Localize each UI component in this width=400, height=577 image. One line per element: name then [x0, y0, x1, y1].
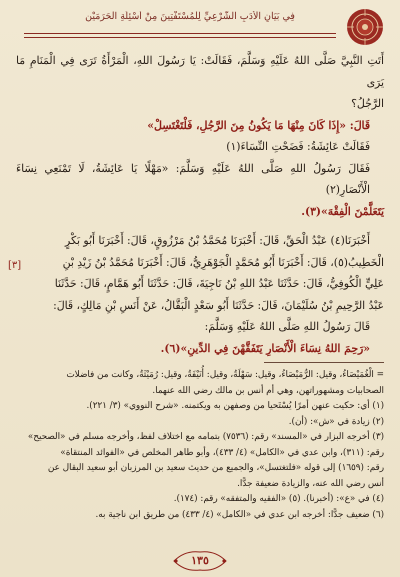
footnote-line: (٣) أخرجه البزار في «المسند» رقم: (٧٥٣٦) بتمامه مع اختلاف لفظ، وأخرجه مسلم في «الصحيح» — [27, 432, 384, 442]
page-number: ١٣٥ — [191, 554, 209, 567]
footnote-separator — [264, 362, 384, 363]
footnote-line: الصحابيات ومشهوراتهن، وهي أم أنس بن مالك رضي الله عنهما. — [152, 385, 384, 396]
text-line: عَبْدُ الرَّحِيمِ بْنُ سُلَيْمَانَ، قَالَ: حَدَّثَنَا أَبُو سَعْدٍ الْبَقَّالُ، عَنْ أَنَسِ بْنِ مَالِكٍ، قَالَ: — [53, 298, 384, 312]
footnote-line: (٢) زيادة في «ش»: (أن). — [288, 416, 384, 427]
footnote-line: رقم: (١٦٥٩) إلى قوله «فلتغتسل»، والجميع من حديث سعيد بن المرزبان أبو سعيد البقال عن — [47, 463, 384, 473]
text-line: فَقَالَ رَسُولُ اللهِ صَلَّى اللهُ عَلَيْهِ وَسَلَّمَ: «مَهْلًا يَا عَائِشَةُ، لَا تَمْنَعِي نِسَاءَ الْأَنْصَارِ(٢) — [16, 161, 370, 196]
header-rule-thin — [24, 37, 336, 38]
floral-ornament-icon — [344, 6, 386, 48]
main-text — [8, 50, 384, 359]
text-line: فَقَالَتْ عَائِشَةُ: فَضَحْتِ النِّسَاءَ(١) — [226, 140, 370, 153]
text-line: أَخْبَرَنَا(٤) عَبْدُ الْحَقِّ، قَالَ: أَخْبَرَنَا مُحَمَّدُ بْنُ مَرْزُوقٍ، قَالَ: أَخْبَرَنَا أَبُو بَكْرٍ — [65, 234, 370, 247]
page-footer — [0, 548, 400, 574]
footnote-line: (٤) في «ع»: (أخبرنا). (٥) «الفقيه والمتفقه» رقم: (١٧٤). — [173, 494, 384, 504]
margin-number: [٣] — [8, 260, 22, 271]
footnote-line: (٦) ضعيف جدًّا: أخرجه ابن عدي في «الكامل» (٤/ ٤٣٣) من طريق ابن ناجية به. — [95, 509, 384, 520]
footnote-line: أنس رضي الله عنه، والزيادة ضعيفة جدًّا. — [237, 478, 384, 489]
text-line: عَلِيٍّ الْكُوفِيُّ، قَالَ: حَدَّثَنَا عَبْدُ اللهِ بْنُ نَاجِيَةَ، قَالَ: حَدَّثَنَا أَبُو هَمَّامٍ، قَالَ: حَدَّثَنَا — [54, 277, 384, 290]
footnote-line: = الْغُمَيْصَاءُ، وقيل: الرُّمَيْصَاءُ، وقيل: سَهْلَةُ، وقيل: أُنَيْفَةُ، وقيل: رُمَيْثَةُ، وكانت من فاضلات — [66, 370, 384, 380]
text-line: أَتَتِ النَّبِيَّ صَلَّى اللهُ عَلَيْهِ وَسَلَّمَ، فَقَالَتْ: يَا رَسُولَ اللهِ، الْمَرْأَةُ تَرَى فِي الْمَنَامِ مَا يَرَى — [16, 54, 384, 89]
text-line: يَتَعَلَّمْنَ الْفِقْهَ»(٣). — [301, 204, 384, 218]
text-line: الرَّجُلُ؟ — [351, 97, 384, 110]
header-rule — [24, 33, 336, 34]
text-line: قَالَ: «إِذَا كَانَ مِنْهَا مَا يَكُونُ مِنَ الرَّجُلِ، فَلْتَغْتَسِلْ» — [147, 118, 370, 132]
footnotes — [16, 368, 384, 523]
text-line: الْخَطِيبُ(٥)، قَالَ: أَخْبَرَنَا أَبُو مُحَمَّدٍ الْجَوْهَرِيُّ، قَالَ: أَخْبَرَنَا مُحَمَّدُ بْنُ زَيْدِ بْنِ — [62, 255, 384, 269]
footnote-line: رقم: (٣١١)، وابن عدي في «الكامل» (٤/ ٤٣٣)، وأبو طاهر المخلص في «الفوائد المنتقاة» — [60, 447, 384, 458]
text-line: «رَحِمَ اللهُ نِسَاءَ الْأَنْصَارِ يَتَفَقَّهْنَ فِي الدِّينِ»(٦). — [160, 341, 370, 355]
running-title: فِي بَيَانِ الْأَدَبِ الشَّرْعِيِّ لِلْمُسْتَفْتِينَ مِنْ أَسْئِلَةِ الْحَرَمَيْنِ — [85, 11, 295, 22]
page-header — [14, 6, 386, 46]
text-line: قَالَ رَسُولُ اللهِ صَلَّى اللهُ عَلَيْهِ وَسَلَّمَ: — [204, 320, 370, 333]
footnote-line: (١) أي: حكيت عنهن أمرًا يُسْتَحيا من وصفهن به ويكتمنه. «شرح النووي» (٣/ ٢٢١). — [86, 401, 384, 411]
